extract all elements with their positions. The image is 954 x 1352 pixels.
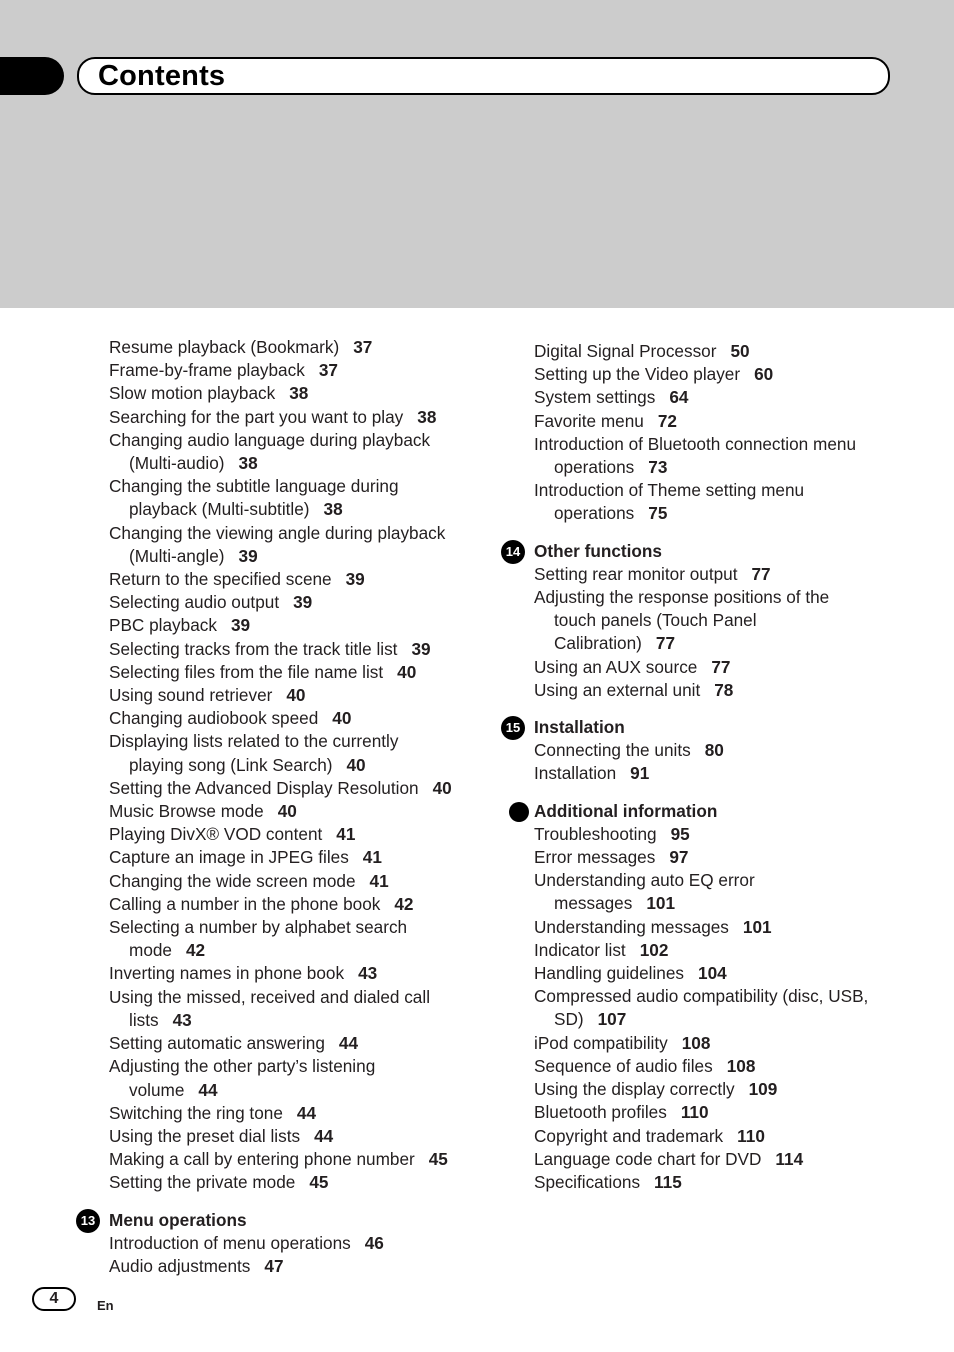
toc-entry-page: 91 <box>630 763 650 784</box>
toc-entry[interactable] <box>109 1232 481 1255</box>
toc-entry-text: Bluetooth profiles <box>534 1102 667 1123</box>
toc-entry[interactable] <box>109 1255 481 1278</box>
toc-entry-page: 43 <box>358 963 378 984</box>
toc-entry-text: Language code chart for DVD <box>534 1148 762 1169</box>
toc-entry-page: 77 <box>655 633 676 654</box>
toc-entry[interactable] <box>534 656 904 679</box>
toc-entry[interactable] <box>109 661 481 684</box>
toc-entry-page: 38 <box>323 499 343 520</box>
toc-entry-page: 44 <box>338 1033 359 1054</box>
toc-entry[interactable] <box>534 410 904 433</box>
toc-entry-text: Troubleshooting <box>534 823 657 844</box>
toc-entry-page: 72 <box>657 410 677 431</box>
toc-entry-page: 38 <box>289 383 309 404</box>
toc-entry-page: 101 <box>742 916 772 937</box>
section-number-badge <box>509 802 529 822</box>
toc-entry[interactable] <box>109 1171 481 1194</box>
toc-entry-text: Making a call by entering phone number <box>109 1149 415 1170</box>
page-language: En <box>97 1298 114 1313</box>
toc-right-column <box>505 340 904 1194</box>
toc-entry-page: 44 <box>314 1125 334 1146</box>
toc-entry[interactable] <box>534 479 904 525</box>
toc-entry[interactable] <box>109 1148 481 1171</box>
toc-entry[interactable] <box>534 586 904 656</box>
toc-entry[interactable] <box>534 869 904 915</box>
toc-entry-page: 108 <box>726 1055 756 1076</box>
toc-entry[interactable] <box>534 386 904 409</box>
toc-entry-text: iPod compatibility <box>534 1032 668 1053</box>
toc-entry[interactable] <box>109 893 481 916</box>
toc-entry-page: 41 <box>362 847 382 868</box>
toc-entry-page: 40 <box>397 661 417 682</box>
page-number: 4 <box>49 1290 59 1307</box>
toc-entry-text: Calling a number in the phone book <box>109 893 381 914</box>
toc-entry-page: 40 <box>332 708 352 729</box>
toc-entry[interactable] <box>109 568 481 591</box>
toc-entry[interactable] <box>534 1055 904 1078</box>
toc-entry-text: Selecting audio output <box>109 592 280 613</box>
header-banner <box>0 0 954 308</box>
toc-entry-page: 109 <box>748 1079 778 1100</box>
toc-entry-page: 39 <box>293 592 313 613</box>
toc-entry-text: Return to the specified scene <box>109 569 332 590</box>
toc-entry-page: 95 <box>670 823 690 844</box>
toc-entry-page: 40 <box>346 754 366 775</box>
toc-entry[interactable] <box>534 846 904 869</box>
toc-entry-text: Specifications <box>534 1171 641 1192</box>
toc-entry-page: 38 <box>417 406 437 427</box>
toc-entry-text: mode <box>129 940 172 961</box>
toc-entry-text: Selecting tracks from the track title list <box>109 638 398 659</box>
toc-entry-text: playback (Multi-subtitle) <box>129 499 310 520</box>
toc-entry-page: 42 <box>186 940 206 961</box>
toc-entry-text: lists <box>129 1009 159 1030</box>
toc-entry[interactable] <box>109 406 481 429</box>
toc-entry[interactable] <box>109 336 481 359</box>
toc-entry[interactable] <box>109 1055 481 1101</box>
toc-entry-text: Changing the viewing angle during playback <box>109 522 446 543</box>
toc-section <box>534 800 904 1194</box>
toc-entry-text: Inverting names in phone book <box>109 963 345 984</box>
toc-entry-page: 41 <box>336 824 356 845</box>
toc-entry-text: Using an external unit <box>534 679 701 700</box>
section-heading[interactable]: Installation <box>534 717 625 738</box>
toc-entry-text: operations <box>554 503 635 524</box>
toc-entry-page: 80 <box>704 740 724 761</box>
toc-entry-page: 107 <box>597 1009 627 1030</box>
toc-entry-text: Favorite menu <box>534 410 644 431</box>
toc-entry-text: Adjusting the other party’s listening <box>109 1056 376 1077</box>
toc-entry-page: 46 <box>364 1232 384 1253</box>
toc-entry-text: (Multi-angle) <box>129 545 225 566</box>
toc-entry-page: 64 <box>669 387 689 408</box>
toc-entry-page: 114 <box>775 1148 804 1169</box>
toc-entry-page: 73 <box>648 457 668 478</box>
toc-entry-text: Playing DivX® VOD content <box>109 824 323 845</box>
toc-entry[interactable] <box>109 429 481 475</box>
toc-entry-text: Using sound retriever <box>109 685 273 706</box>
toc-entry-page: 108 <box>681 1032 711 1053</box>
toc-entry-page: 77 <box>711 656 731 677</box>
toc-entry-text: (Multi-audio) <box>129 453 225 474</box>
toc-entry[interactable] <box>534 679 904 702</box>
toc-entry-text: Setting rear monitor output <box>534 563 738 584</box>
toc-entry[interactable] <box>534 939 904 962</box>
toc-entry-text: Displaying lists related to the currently <box>109 731 399 752</box>
toc-entry[interactable] <box>534 962 904 985</box>
toc-entry[interactable] <box>534 1148 904 1171</box>
toc-entry-text: Changing the wide screen mode <box>109 870 356 891</box>
toc-entry-page: 101 <box>646 893 676 914</box>
toc-entry-text: Audio adjustments <box>109 1255 251 1276</box>
toc-entry[interactable] <box>109 1125 481 1148</box>
page-title-box <box>77 57 890 95</box>
toc-entry[interactable] <box>534 823 904 846</box>
toc-section <box>80 1209 481 1279</box>
toc-entry[interactable] <box>109 800 481 823</box>
toc-entry[interactable] <box>534 563 904 586</box>
toc-section <box>505 540 904 702</box>
toc-entry-text: Adjusting the response positions of the <box>534 587 830 608</box>
toc-entry-text: Changing audiobook speed <box>109 708 319 729</box>
toc-entry-text: Introduction of Bluetooth connection menu <box>534 433 857 454</box>
toc-entry[interactable] <box>109 359 481 382</box>
header-tab-marker <box>0 57 64 95</box>
toc-section <box>505 716 904 786</box>
toc-entry[interactable] <box>109 591 481 614</box>
toc-entry-page: 50 <box>730 341 750 361</box>
section-number-badge: 13 <box>76 1209 100 1233</box>
toc-entry-text: Setting up the Video player <box>534 364 741 385</box>
toc-entry[interactable] <box>109 986 481 1032</box>
toc-entry-page: 97 <box>669 847 689 868</box>
toc-entry-text: playing song (Link Search) <box>129 754 333 775</box>
toc-entry-page: 102 <box>639 939 669 960</box>
toc-entry-page: 40 <box>432 777 452 798</box>
toc-entry-page: 47 <box>264 1255 284 1276</box>
toc-entry-text: Searching for the part you want to play <box>109 406 404 427</box>
toc-entry-text: touch panels (Touch Panel <box>554 610 757 631</box>
toc-entry-page: 43 <box>172 1009 192 1030</box>
toc-entry-text: Changing the subtitle language during <box>109 476 399 497</box>
toc-entry-text: Using an AUX source <box>534 656 698 677</box>
toc-entry[interactable] <box>534 762 904 785</box>
toc-entry-page: 104 <box>698 963 727 984</box>
toc-entry[interactable] <box>534 1101 904 1124</box>
toc-entry-page: 110 <box>680 1102 709 1123</box>
toc-entry-text: Slow motion playback <box>109 383 276 404</box>
section-heading[interactable]: Additional information <box>534 800 718 821</box>
toc-entry[interactable] <box>534 739 904 762</box>
toc-entry-text: Changing audio language during playback <box>109 429 431 450</box>
toc-entry-text: Using the preset dial lists <box>109 1125 301 1146</box>
page-title: Contents <box>98 60 226 92</box>
section-number-badge: 15 <box>501 716 525 740</box>
toc-entry-text: Using the missed, received and dialed call <box>109 986 431 1007</box>
toc-entry-page: 39 <box>230 615 251 636</box>
toc-entry-page: 42 <box>394 893 414 914</box>
toc-entry-page: 44 <box>296 1102 317 1123</box>
toc-entry-page: 40 <box>286 685 306 706</box>
toc-entry-text: Sequence of audio files <box>534 1055 713 1076</box>
toc-entry[interactable] <box>534 1032 904 1055</box>
toc-entry-page: 110 <box>737 1125 765 1146</box>
toc-entry-page: 37 <box>318 360 338 381</box>
toc-entry-text: Setting the Advanced Display Resolution <box>109 777 419 798</box>
toc-entry[interactable] <box>109 614 481 637</box>
toc-entry-page: 39 <box>411 638 431 659</box>
toc-entry[interactable] <box>109 730 481 776</box>
toc-entry[interactable] <box>534 985 904 1031</box>
toc-entry-text: Digital Signal Processor <box>534 341 717 361</box>
toc-entry[interactable] <box>109 475 481 521</box>
toc-entry[interactable] <box>109 916 481 962</box>
toc-entry[interactable] <box>109 522 481 568</box>
toc-entry-page: 45 <box>309 1172 329 1193</box>
toc-entry[interactable] <box>109 382 481 405</box>
section-heading[interactable]: Other functions <box>534 540 662 561</box>
toc-entry-text: Introduction of Theme setting menu <box>534 480 805 501</box>
toc-entry-text: Installation <box>534 763 617 784</box>
section-number-badge: 14 <box>501 540 525 564</box>
toc-entry-page: 37 <box>353 337 373 357</box>
toc-left-column <box>80 336 481 1278</box>
toc-entry[interactable] <box>109 777 481 800</box>
toc-entry-text: Music Browse mode <box>109 801 264 822</box>
toc-entry-page: 39 <box>345 569 365 590</box>
toc-entry-text: Handling guidelines <box>534 963 685 984</box>
toc-entry[interactable] <box>534 1078 904 1101</box>
toc-entry-text: Resume playback (Bookmark) <box>109 337 340 357</box>
toc-entry[interactable] <box>109 638 481 661</box>
toc-entry-text: Calibration) <box>554 633 642 654</box>
toc-entry[interactable] <box>109 707 481 730</box>
toc-entry-text: Selecting a number by alphabet search <box>109 917 408 938</box>
toc-entry-page: 40 <box>277 801 297 822</box>
toc-entry-text: Introduction of menu operations <box>109 1232 351 1253</box>
toc-entry[interactable] <box>109 870 481 893</box>
toc-entry[interactable] <box>534 433 904 479</box>
toc-entry-text: Copyright and trademark <box>534 1125 724 1146</box>
toc-entry-text: Using the display correctly <box>534 1079 735 1100</box>
toc-entry-text: Selecting files from the file name list <box>109 661 384 682</box>
toc-entry-text: Understanding messages <box>534 916 729 937</box>
toc-entry-text: Indicator list <box>534 939 626 960</box>
toc-entry-text: Capture an image in JPEG files <box>109 847 349 868</box>
toc-entry-text: Error messages <box>534 847 656 868</box>
toc-entry-text: Setting the private mode <box>109 1172 296 1193</box>
toc-entry[interactable] <box>534 1125 904 1148</box>
toc-entry[interactable] <box>534 340 904 363</box>
section-heading[interactable]: Menu operations <box>109 1209 247 1230</box>
toc-entry-page: 75 <box>648 503 668 524</box>
toc-entry-text: Setting automatic answering <box>109 1033 325 1054</box>
toc-entry-text: Switching the ring tone <box>109 1102 283 1123</box>
toc-entry-text: Understanding auto EQ error <box>534 870 755 891</box>
toc-entry[interactable] <box>109 846 481 869</box>
toc-entry-page: 44 <box>198 1079 218 1100</box>
toc-entry-page: 39 <box>238 545 258 566</box>
toc-entry[interactable] <box>534 916 904 939</box>
toc-entry[interactable] <box>109 962 481 985</box>
toc-entry-text: Compressed audio compatibility (disc, USB, <box>534 986 869 1007</box>
toc-entry-page: 41 <box>369 870 389 891</box>
toc-entry-text: SD) <box>554 1009 584 1030</box>
toc-entry-text: operations <box>554 457 635 478</box>
toc-entry[interactable] <box>109 823 481 846</box>
toc-entry-page: 38 <box>238 453 258 474</box>
toc-entry-text: Frame-by-frame playback <box>109 360 305 381</box>
toc-entry-page: 77 <box>751 563 771 584</box>
toc-entry-text: System settings <box>534 387 656 408</box>
toc-entry-text: PBC playback <box>109 615 217 636</box>
toc-entry[interactable] <box>109 684 481 707</box>
toc-entry-page: 115 <box>654 1171 682 1192</box>
toc-entry[interactable] <box>534 1171 904 1194</box>
toc-entry-text: messages <box>554 893 633 914</box>
toc-entry-page: 78 <box>714 679 734 700</box>
toc-entry-text: Connecting the units <box>534 740 691 761</box>
toc-entry-page: 60 <box>754 364 774 385</box>
toc-entry[interactable] <box>109 1032 481 1055</box>
toc-entry-page: 45 <box>428 1149 448 1170</box>
toc-entry-text: volume <box>129 1079 185 1100</box>
page-number-badge <box>32 1287 76 1311</box>
toc-entry[interactable] <box>109 1102 481 1125</box>
toc-entry[interactable] <box>534 363 904 386</box>
